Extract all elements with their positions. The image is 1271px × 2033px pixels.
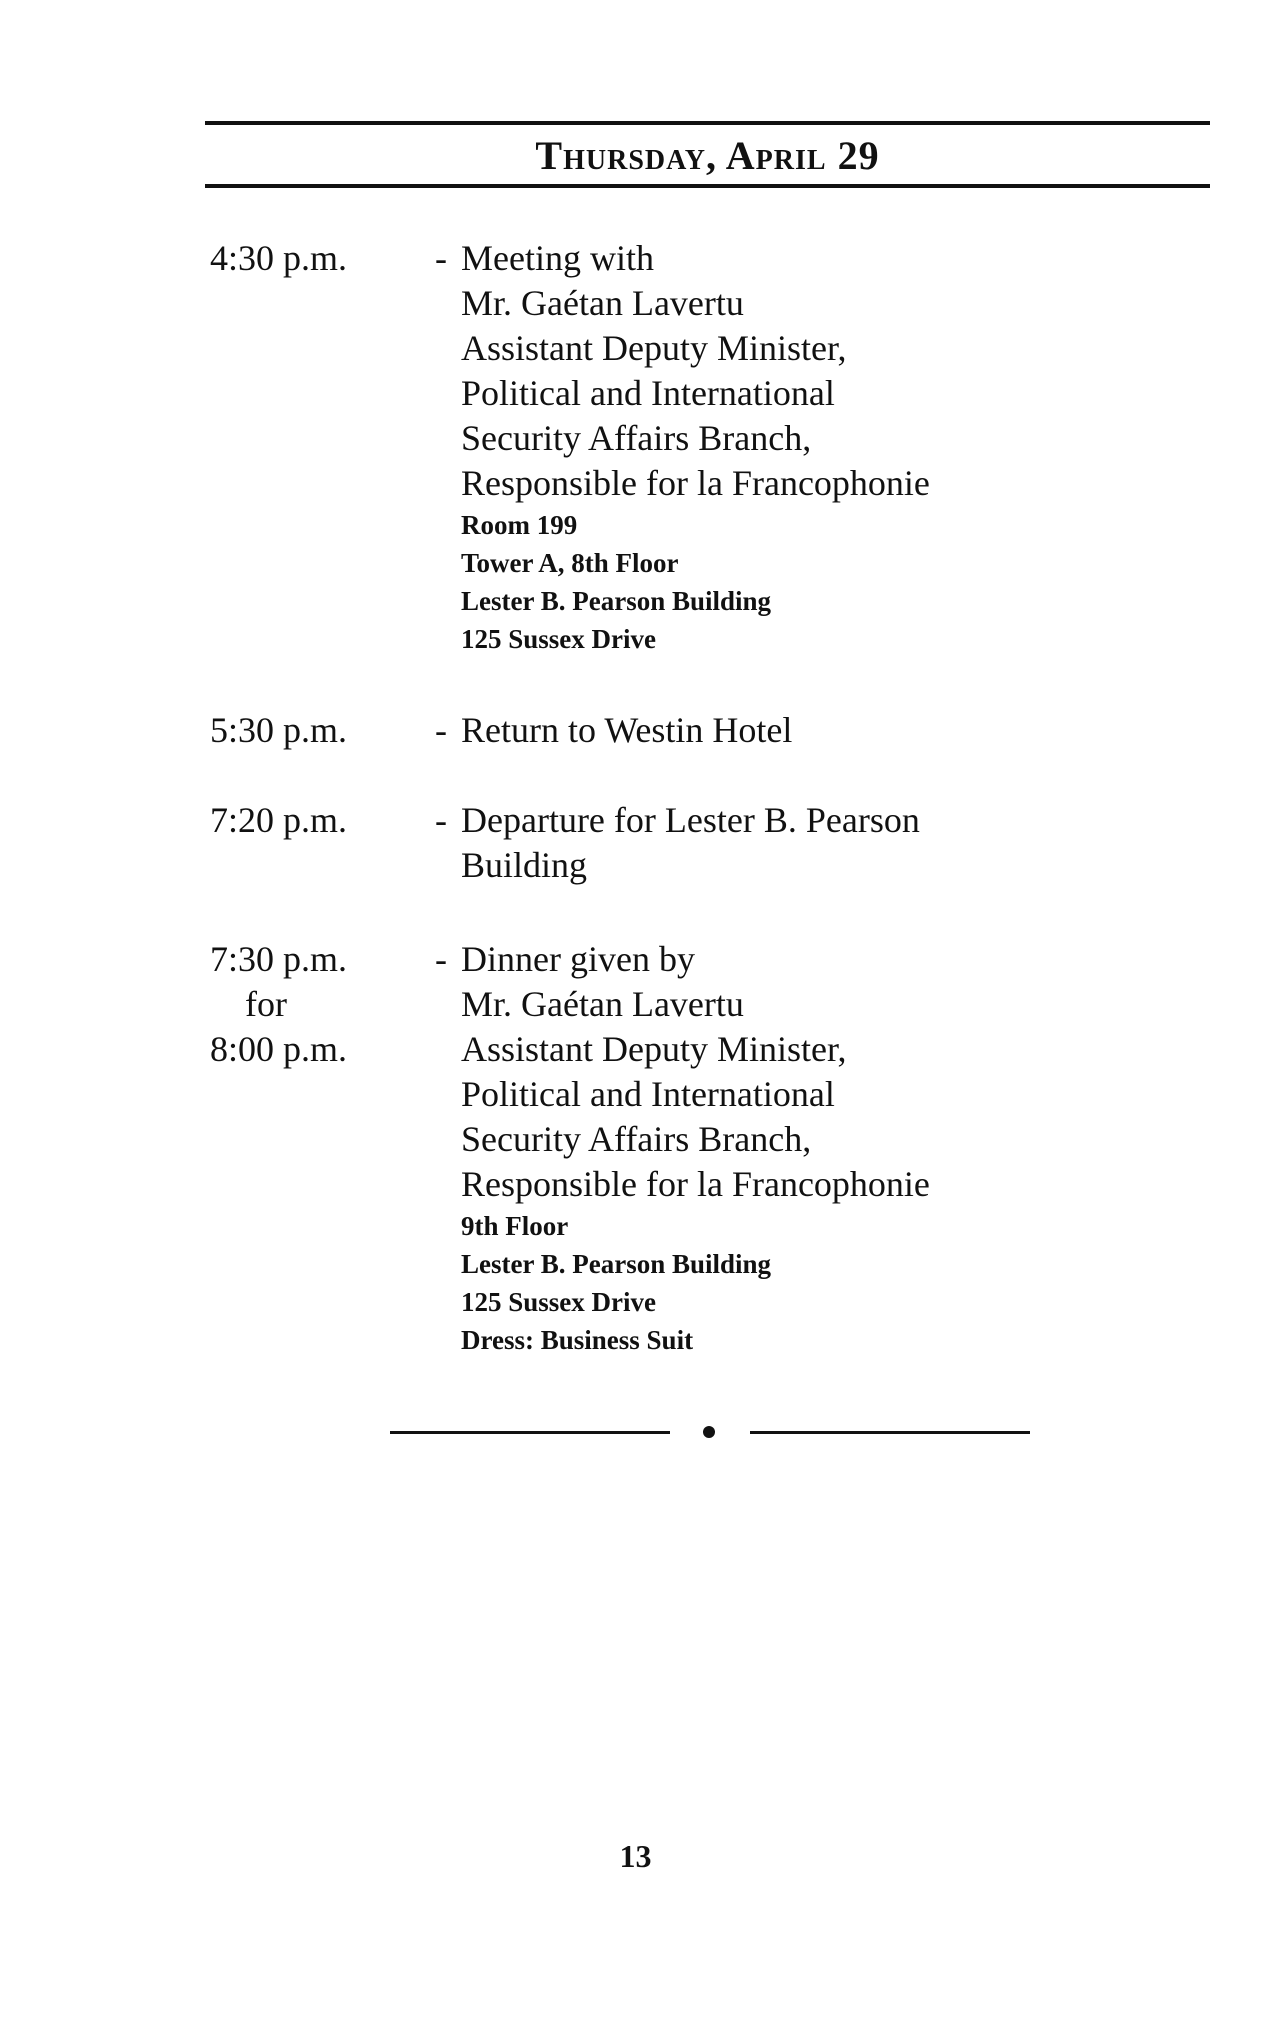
- time-line: 5:30 p.m.: [210, 710, 348, 750]
- entry-line: Political and International: [461, 1074, 835, 1114]
- entry-line: Building: [461, 845, 588, 885]
- dash-marker: -: [435, 238, 447, 278]
- entry-line: Mr. Gaétan Lavertu: [461, 984, 744, 1024]
- entry-body: [435, 708, 1225, 753]
- time-line: 4:30 p.m.: [210, 238, 348, 278]
- entry-time: [210, 798, 430, 843]
- entry-time: [210, 236, 430, 281]
- entry-time: [210, 708, 430, 753]
- entry-detail: Lester B. Pearson Building: [461, 586, 772, 616]
- entry-detail: Dress: Business Suit: [461, 1325, 694, 1355]
- page-number: 13: [619, 1838, 652, 1874]
- entry-detail: Room 199: [461, 510, 578, 540]
- entry-detail: 125 Sussex Drive: [461, 624, 656, 654]
- dash-marker: -: [435, 939, 447, 979]
- entry-heading: Return to Westin Hotel: [461, 710, 793, 750]
- entry-line: Security Affairs Branch,: [461, 418, 812, 458]
- entry-line: Mr. Gaétan Lavertu: [461, 283, 744, 323]
- entry-line: Security Affairs Branch,: [461, 1119, 812, 1159]
- time-line: 7:20 p.m.: [210, 800, 348, 840]
- entry-detail: Tower A, 8th Floor: [461, 548, 679, 578]
- entry-body: [435, 236, 1225, 658]
- day-title: Thursday, April 29: [535, 133, 880, 178]
- section-separator: [390, 1424, 1030, 1444]
- header-rule-top: [205, 121, 1210, 125]
- entry-heading: Departure for Lester B. Pearson: [461, 800, 920, 840]
- entry-heading: Dinner given by: [461, 939, 695, 979]
- entry-detail: Lester B. Pearson Building: [461, 1249, 772, 1279]
- dash-marker: -: [435, 710, 447, 750]
- entry-body: [435, 798, 1225, 888]
- separator-line-right: [750, 1431, 1030, 1434]
- separator-diamond-icon: [703, 1426, 715, 1438]
- entry-detail: 125 Sussex Drive: [461, 1287, 656, 1317]
- time-line: 7:30 p.m.: [210, 939, 348, 979]
- entry-detail: 9th Floor: [461, 1211, 569, 1241]
- time-line: 8:00 p.m.: [210, 1029, 348, 1069]
- entry-line: Assistant Deputy Minister,: [461, 328, 847, 368]
- entry-heading: Meeting with: [461, 238, 654, 278]
- entry-line: Responsible for la Francophonie: [461, 463, 930, 503]
- time-line: for: [245, 984, 287, 1024]
- entry-line: Political and International: [461, 373, 835, 413]
- entry-line: Assistant Deputy Minister,: [461, 1029, 847, 1069]
- separator-line-left: [390, 1431, 670, 1434]
- header-rule-bottom: [205, 184, 1210, 188]
- entry-time: [210, 937, 430, 1072]
- entry-line: Responsible for la Francophonie: [461, 1164, 930, 1204]
- entry-body: [435, 937, 1225, 1359]
- dash-marker: -: [435, 800, 447, 840]
